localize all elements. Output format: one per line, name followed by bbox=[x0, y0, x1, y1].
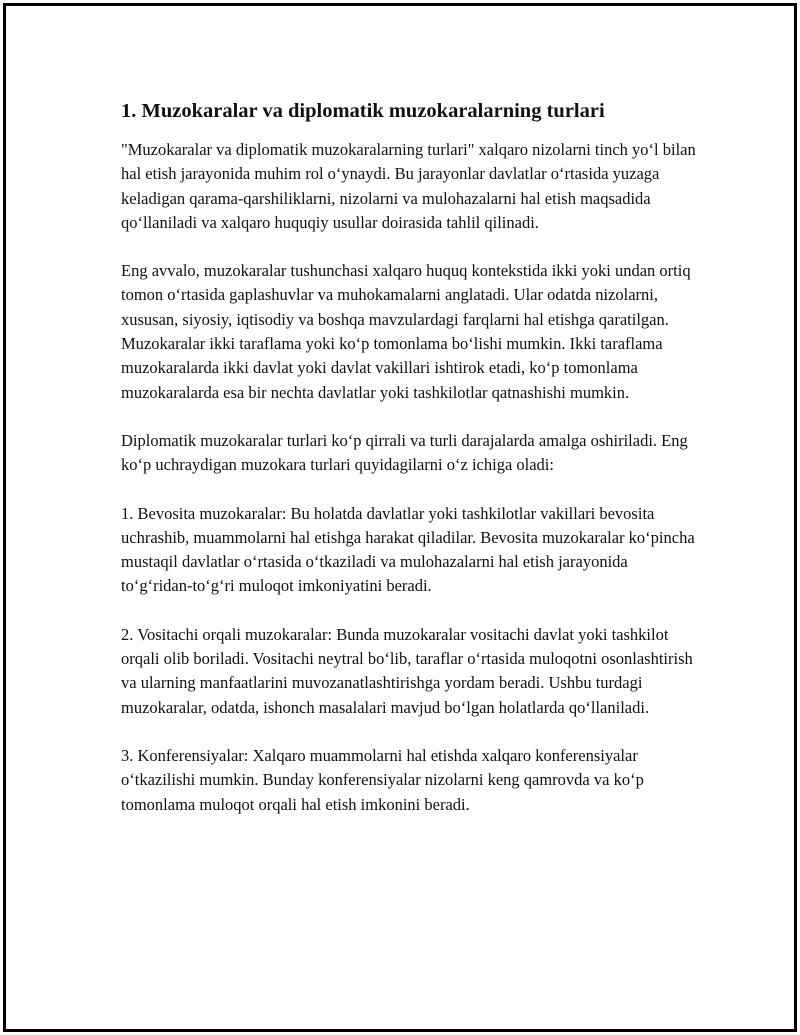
paragraph-mediated-negotiations: 2. Vositachi orqali muzokaralar: Bunda muzokaralar vositachi davlat yoki tashkilot orqali olib boriladi. Vositachi neytral bo‘lib, taraflar o‘rtasida muloqotni osonlashtirish va ularning manfaatlarini muvozanatlashtirishga yordam beradi. Ushbu turdagi muzokaralar, odatda, ishonch masalalari mavjud bo‘lgan holatlarda qo‘llaniladi. bbox=[121, 624, 693, 717]
document-heading: 1. Muzokaralar va diplomatik muzokaralarning turlari bbox=[121, 100, 605, 122]
paragraph-direct-negotiations: 1. Bevosita muzokaralar: Bu holatda davlatlar yoki tashkilotlar vakillari bevosita uchrashib, muammolarni hal etishga harakat qiladilar. Bevosita muzokaralar ko‘pincha mustaqil davlatlar o‘rtasida o‘tkaziladi va mulohazalarni hal etish jarayonida to‘g‘ridan-to‘g‘ri muloqot imkoniyatini beradi. bbox=[121, 503, 695, 596]
document-content bbox=[121, 96, 701, 841]
paragraph-definition: Eng avvalo, muzokaralar tushunchasi xalqaro huquq kontekstida ikki yoki undan ortiq tomon o‘rtasida gaplashuvlar va muhokamalarni anglatadi. Ular odatda nizolarni, xususan, siyosiy, iqtisodiy va boshqa mavzulardagi farqlarni hal etishga qaratilgan. Muzokaralar ikki taraflama yoki ko‘p tomonlama bo‘lishi mumkin. Ikki taraflama muzokaralarda ikki davlat yoki davlat vakillari ishtirok etadi, ko‘p tomonlama muzokaralarda esa bir nechta davlatlar yoki tashkilotlar qatnashishi mumkin. bbox=[121, 261, 691, 402]
document-body bbox=[121, 138, 701, 817]
paragraph-intro: "Muzokaralar va diplomatik muzokaralarning turlari" xalqaro nizolarni tinch yo‘l bilan hal etish jarayonida muhim rol o‘ynaydi. Bu jarayonlar davlatlar o‘rtasida yuzaga keladigan qarama-qarshiliklarni, nizolarni va mulohazalarni hal etish maqsadida qo‘llaniladi va xalqaro huquqiy usullar doirasida tahlil qilinadi. bbox=[121, 140, 696, 232]
paragraph-conferences: 3. Konferensiyalar: Xalqaro muammolarni hal etishda xalqaro konferensiyalar o‘tkazilishi mumkin. Bunday konferensiyalar nizolarni keng qamrovda va ko‘p tomonlama muloqot orqali hal etish imkonini beradi. bbox=[121, 745, 644, 814]
paragraph-types-overview: Diplomatik muzokaralar turlari ko‘p qirrali va turli darajalarda amalga oshiriladi. Eng ko‘p uchraydigan muzokara turlari quyidagilarni o‘z ichiga oladi: bbox=[121, 430, 688, 475]
page-frame bbox=[3, 3, 797, 1032]
